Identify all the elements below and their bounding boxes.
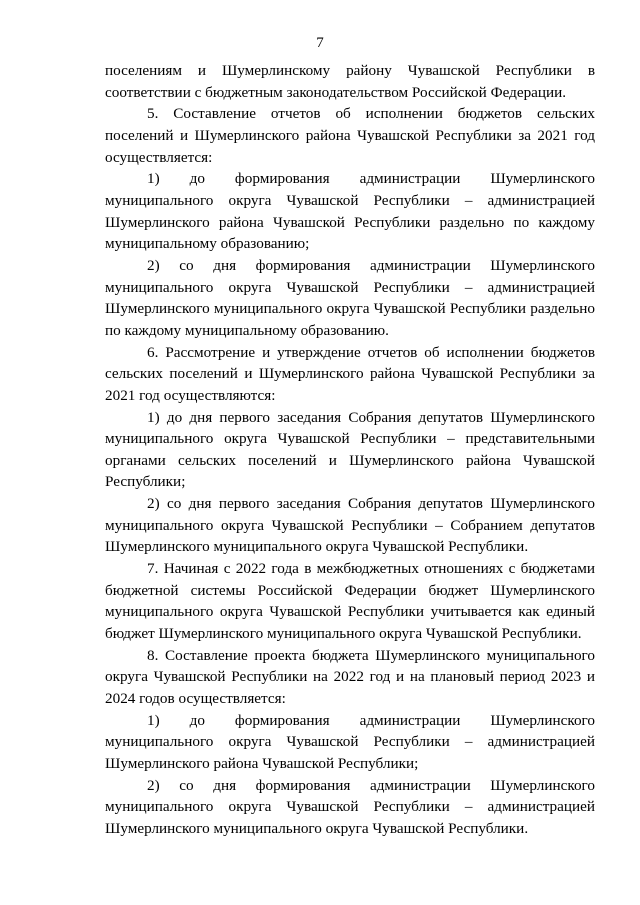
paragraph-item-5-sub-2: 2) со дня формирования администрации Шумерлинского муниципального округа Чувашской Республики – администрацией Шумерлинского муниципального округа Чувашской Республики раздельно по каждому муниципальному образованию. <box>105 256 595 339</box>
paragraph-item-8: 8. Составление проекта бюджета Шумерлинского муниципального округа Чувашской Республики на 2022 год и на плановый период 2023 и 2024 годов осуществляется: <box>105 646 595 708</box>
paragraph-item-8-sub-1: 1) до формирования администрации Шумерлинского муниципального округа Чувашской Республики – администрацией Шумерлинского района Чувашской Республики; <box>105 711 595 772</box>
paragraph-item-8-sub-2: 2) со дня формирования администрации Шумерлинского муниципального округа Чувашской Республики – администрацией Шумерлинского муниципального округа Чувашской Республики. <box>105 776 595 837</box>
paragraph-item-6: 6. Рассмотрение и утверждение отчетов об исполнении бюджетов сельских поселений и Шумерлинского района Чувашской Республики за 2021 год осуществляются: <box>105 343 595 404</box>
paragraph-item-5-sub-1: 1) до формирования администрации Шумерлинского муниципального округа Чувашской Республики – администрацией Шумерлинского района Чувашской Республики раздельно по каждому муниципальному образованию; <box>105 170 595 253</box>
paragraph-item-7: 7. Начиная с 2022 года в межбюджетных отношениях с бюджетами бюджетной системы Российской Федерации бюджет Шумерлинского муниципального округа Чувашской Республики учитывается как единый бюджет Шумерлинского муниципального округа Чувашской Республики. <box>105 560 595 643</box>
paragraph-item-6-sub-1: 1) до дня первого заседания Собрания депутатов Шумерлинского муниципального округа Чувашской Республики – представительными органами сельских поселений и Шумерлинского района Чувашской Республики; <box>105 408 595 491</box>
paragraph-item-6-sub-2: 2) со дня первого заседания Собрания депутатов Шумерлинского муниципального округа Чувашской Республики – Собранием депутатов Шумерлинского муниципального округа Чувашской Республики. <box>105 495 595 556</box>
paragraph-continuation: поселениям и Шумерлинскому району Чувашской Республики в соответствии с бюджетным законодательством Российской Федерации. <box>105 62 595 101</box>
page-number: 7 <box>316 35 324 51</box>
paragraph-item-5: 5. Составление отчетов об исполнении бюджетов сельских поселений и Шумерлинского района Чувашской Республики за 2021 год осуществляется: <box>105 105 595 166</box>
document-body <box>105 60 595 840</box>
